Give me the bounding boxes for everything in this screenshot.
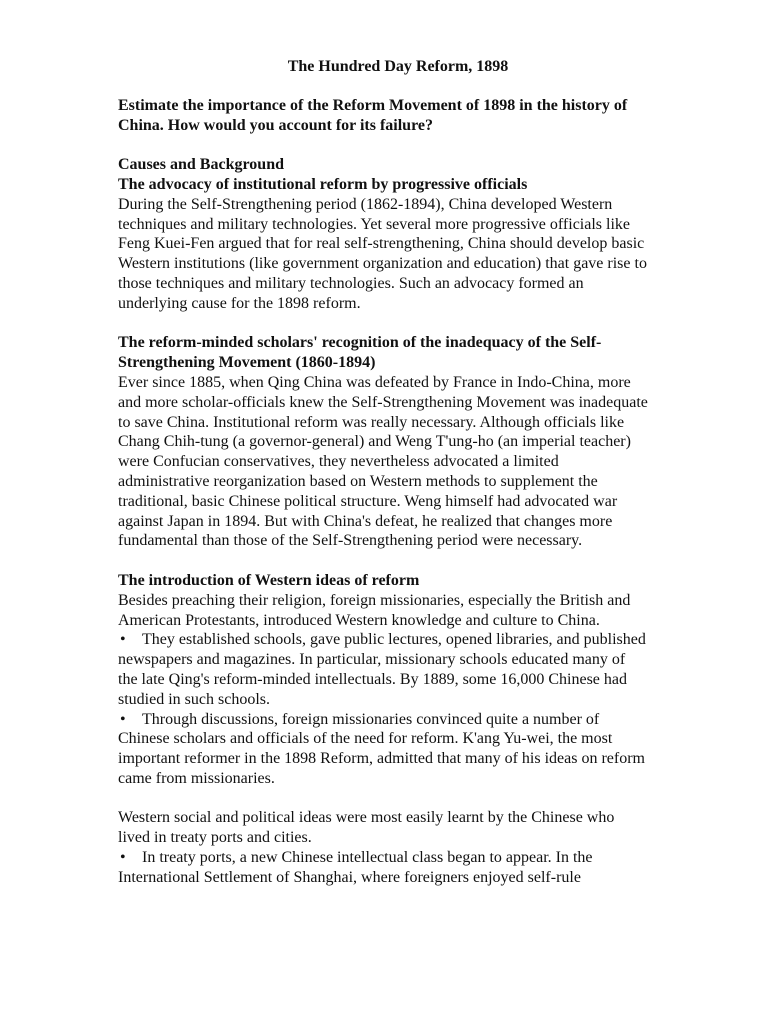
paragraph-advocacy: During the Self-Strengthening period (1862-1894), China developed Western techniques and military technologies. Yet several more progressive officials like Feng Kuei-Fen argued that for real self-strengthening, China should develop basic Western institutions (like government organization and education) that gave rise to those techniques and military technologies. Such an advocacy formed an underlying cause for the 1898 reform. <box>118 195 647 312</box>
bullet-icon: • <box>120 849 126 867</box>
bullet-text: They established schools, gave public lectures, opened libraries, and published newspapers and magazines. In particular, missionary schools educated many of the late Qing's reform-minded intellectuals. By 1889, some 16,000 Chinese had studied in such schools. <box>118 631 646 708</box>
spacer <box>118 551 648 571</box>
bullet-text: Through discussions, foreign missionaries convinced quite a number of Chinese scholars and officials of the need for reform. K'ang Yu-wei, the most important reformer in the 1898 Reform, admitted that many of his ideas on reform came from missionaries. <box>118 710 645 787</box>
spacer <box>118 789 648 809</box>
spacer <box>118 314 648 334</box>
bullet-icon: • <box>120 710 126 728</box>
subheading-western-ideas: The introduction of Western ideas of reform <box>118 571 420 589</box>
paragraph-recognition: Ever since 1885, when Qing China was defeated by France in Indo-China, more and more scholar-officials knew the Self-Strengthening Movement was inadequate to save China. Institutional reform was really necessary. Although officials like Chang Chih-tung (a governor-general) and Weng T'ung-ho (an imperial teacher) were Confucian conservatives, they nevertheless advocated a limited administrative reorganization based on Western methods to supplement the traditional, basic Chinese political structure. Weng himself had advocated war against Japan in 1894. But with China's defeat, he realized that changes more fundamental than those of the Self-Strengthening period were necessary. <box>118 373 648 550</box>
document-content <box>118 57 648 888</box>
essay-question: Estimate the importance of the Reform Movement of 1898 in the history of China. How would you account for its failure? <box>118 96 628 134</box>
section-heading-causes: Causes and Background <box>118 156 284 174</box>
bullet-icon: • <box>120 631 126 649</box>
bullet-text: In treaty ports, a new Chinese intellectual class began to appear. In the International Settlement of Shanghai, where foreigners enjoyed self-rule <box>118 849 593 886</box>
paragraph-treaty-ports: Western social and political ideas were most easily learnt by the Chinese who lived in treaty ports and cities. <box>118 809 615 847</box>
bullet-item <box>118 630 648 709</box>
bullet-item <box>118 848 648 888</box>
spacer <box>118 135 648 155</box>
subheading-advocacy: The advocacy of institutional reform by progressive officials <box>118 175 528 193</box>
bullet-item <box>118 710 648 789</box>
subheading-recognition: The reform-minded scholars' recognition of the inadequacy of the Self-Strengthening Movement (1860-1894) <box>118 334 602 372</box>
paragraph-missionaries: Besides preaching their religion, foreign missionaries, especially the British and American Protestants, introduced Western knowledge and culture to China. <box>118 591 631 629</box>
document-title: The Hundred Day Reform, 1898 <box>287 58 509 75</box>
